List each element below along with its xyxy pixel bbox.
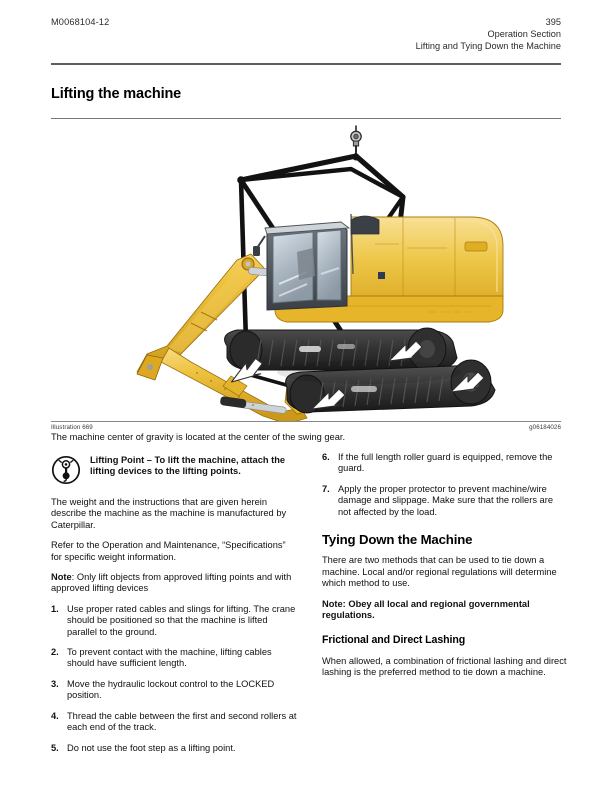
step-text: Apply the proper protector to prevent machine/wire damage and slippage. Make sure that the rollers are not affected by the load. bbox=[338, 483, 553, 517]
document-id: M0068104-12 bbox=[51, 17, 110, 27]
illustration-lead-text: The machine center of gravity is located at the center of the swing gear. bbox=[51, 432, 346, 442]
note-text: Only lift objects from approved lifting points and with approved lifting devices bbox=[51, 572, 292, 594]
step-text: If the full length roller guard is equipped, remove the guard. bbox=[338, 452, 553, 474]
title-divider bbox=[51, 118, 561, 119]
list-item bbox=[322, 452, 568, 475]
step-text: Use proper rated cables and slings for lifting. The crane should be positioned so that the machine is lifted parallel to the ground. bbox=[67, 603, 296, 637]
step-text: Move the hydraulic lockout control to the LOCKED position. bbox=[67, 678, 275, 701]
header-section-line-2: Lifting and Tying Down the Machine bbox=[415, 41, 561, 52]
right-paragraph-2: When allowed, a combination of frictional lashing and direct lashing is the preferred method to tie down a machine. bbox=[322, 655, 567, 678]
right-paragraph-1: There are two methods that can be used to tie down a machine. Local and/or regional regulations will determine which method to use. bbox=[322, 555, 557, 589]
note-label: Note bbox=[51, 572, 72, 583]
page-title: Lifting the machine bbox=[51, 86, 182, 102]
illustration-caption-number: Illustration 669 bbox=[51, 424, 93, 431]
excavator-lifting-illustration bbox=[51, 124, 561, 421]
frictional-lashing-heading: Frictional and Direct Lashing bbox=[322, 634, 466, 647]
step-number: 5. bbox=[51, 742, 59, 753]
tying-down-heading: Tying Down the Machine bbox=[322, 532, 473, 548]
list-item bbox=[322, 484, 568, 518]
crane-hook-icon bbox=[351, 126, 361, 157]
step-text: Do not use the foot step as a lifting point. bbox=[67, 742, 236, 753]
step-number: 3. bbox=[51, 678, 59, 689]
step-number: 6. bbox=[322, 452, 330, 462]
lifting-steps-list-left bbox=[51, 604, 297, 754]
step-number: 4. bbox=[51, 710, 59, 721]
step-text: To prevent contact with the machine, lifting cables should have sufficient length. bbox=[67, 647, 272, 669]
header-divider bbox=[51, 63, 561, 65]
lifting-steps-list-right bbox=[322, 452, 568, 518]
page-header bbox=[51, 16, 561, 53]
lifting-point-callout bbox=[51, 454, 297, 485]
list-item bbox=[51, 604, 297, 638]
list-item bbox=[51, 679, 297, 702]
lifting-point-hook-icon bbox=[51, 455, 81, 485]
step-number: 2. bbox=[51, 647, 59, 658]
left-note bbox=[51, 572, 297, 595]
left-text-column bbox=[51, 452, 297, 754]
left-paragraph-1: The weight and the instructions that are given herein describe the machine as the machine is manufactured by Caterpillar. bbox=[51, 497, 287, 530]
right-text-column bbox=[322, 452, 568, 679]
note-separator: : bbox=[71, 572, 77, 583]
illustration-graphic-id: g06184026 bbox=[529, 424, 561, 431]
list-item bbox=[51, 743, 297, 754]
left-paragraph-2: Refer to the Operation and Maintenance, “Specifications” for specific weight information. bbox=[51, 540, 286, 562]
lifting-point-callout-text: Lifting Point – To lift the machine, attach the lifting devices to the lifting points. bbox=[90, 455, 286, 477]
list-item bbox=[51, 647, 297, 670]
step-text: Thread the cable between the first and second rollers at each end of the track. bbox=[67, 710, 297, 733]
illustration-divider bbox=[51, 421, 561, 422]
header-section-line-1: Operation Section bbox=[487, 29, 561, 39]
step-number: 1. bbox=[51, 603, 59, 614]
list-item bbox=[51, 711, 297, 734]
right-bold-note: Note: Obey all local and regional governmental regulations. bbox=[322, 598, 530, 621]
page-number: 395 bbox=[545, 17, 561, 27]
step-number: 7. bbox=[322, 483, 330, 494]
